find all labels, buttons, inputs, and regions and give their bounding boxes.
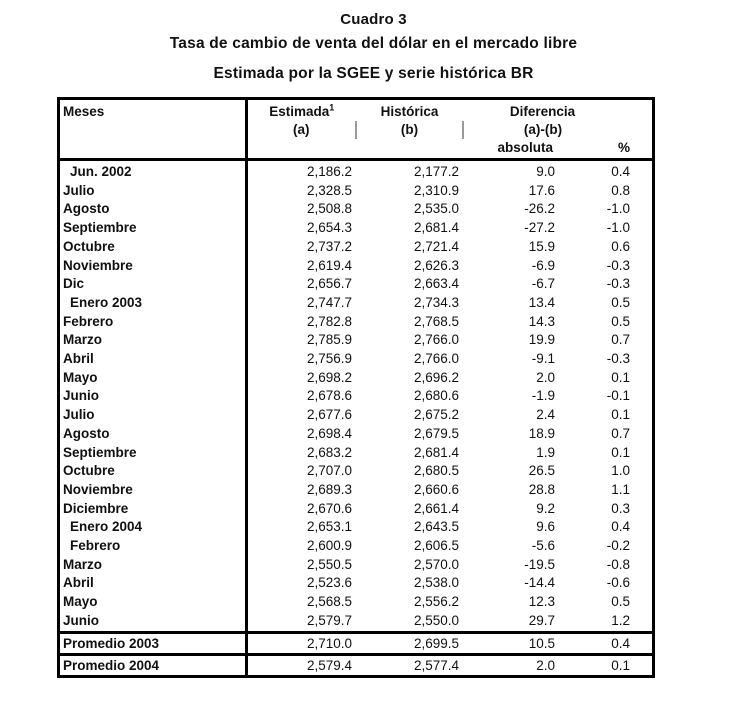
absoluta-cell: -5.6 (531, 538, 555, 554)
absoluta-cell: -19.5 (524, 556, 555, 572)
historica-cell: 2,768.5 (413, 313, 459, 329)
month-cell: Septiembre (60, 219, 246, 238)
month-cell: Dic (60, 275, 246, 294)
absoluta-cell: 14.3 (528, 313, 555, 329)
estimada-cell: 2,186.2 (306, 164, 352, 179)
absoluta-cell: 9.2 (536, 500, 555, 516)
historica-cell: 2,661.4 (413, 500, 459, 516)
estimada-cell: 2,677.6 (306, 407, 352, 423)
table-row (60, 444, 652, 463)
absoluta-cell: 19.9 (528, 332, 555, 348)
absoluta-cell: 13.4 (528, 294, 555, 310)
table-row (60, 275, 652, 294)
percent-cell: 0.7 (611, 425, 630, 441)
header-estimada-label: Estimada (269, 104, 330, 119)
header-diferencia: Diferencia (509, 104, 576, 119)
header-b: (b) (356, 121, 463, 139)
estimada-cell: 2,698.4 (306, 425, 352, 441)
historica-cell: 2,577.4 (356, 654, 463, 675)
percent-cell: 0.1 (611, 407, 630, 423)
data-table (60, 100, 652, 675)
estimada-cell: 2,707.0 (306, 463, 352, 479)
percent-cell: 1.0 (611, 463, 630, 479)
table-row (60, 369, 652, 388)
month-cell: Septiembre (60, 444, 246, 463)
absoluta-cell: 2.0 (536, 369, 555, 385)
historica-cell: 2,606.5 (413, 538, 459, 554)
absoluta-cell: 15.9 (528, 238, 555, 254)
month-cell: Noviembre (60, 257, 246, 276)
table-row (60, 387, 652, 406)
absoluta-cell: 1.9 (536, 444, 555, 460)
historica-cell: 2,766.0 (413, 332, 459, 348)
absoluta-cell: -14.4 (524, 575, 555, 591)
percent-cell: 0.5 (611, 594, 630, 610)
month-cell: Jun. 2002 (60, 160, 246, 182)
historica-cell: 2,626.3 (413, 257, 459, 273)
percent-cell: 0.6 (611, 238, 630, 254)
header-estimada (246, 100, 356, 121)
estimada-cell: 2,756.9 (306, 351, 352, 367)
percent-cell: 1.1 (611, 481, 630, 497)
historica-cell: 2,680.6 (413, 388, 459, 404)
table-row (60, 632, 652, 654)
table-title-block (0, 11, 747, 83)
header-spacer-b (356, 139, 463, 160)
absoluta-cell: 17.6 (528, 182, 555, 198)
absoluta-cell: -6.9 (531, 257, 555, 273)
table-row (60, 612, 652, 632)
estimada-cell: 2,698.2 (306, 369, 352, 385)
table-row (60, 313, 652, 332)
percent-cell: 0.4 (611, 164, 630, 179)
table-row (60, 537, 652, 556)
percent-cell: 0.1 (611, 369, 630, 385)
historica-cell: 2,699.5 (356, 632, 463, 654)
historica-cell: 2,679.5 (413, 425, 459, 441)
absoluta-cell: 9.6 (536, 519, 555, 535)
table-number-title: Cuadro 3 (340, 11, 407, 28)
percent-cell: 0.8 (611, 182, 630, 198)
historica-cell: 2,550.0 (413, 612, 459, 628)
historica-cell: 2,177.2 (413, 164, 459, 179)
table-row (60, 500, 652, 519)
absoluta-cell: -27.2 (524, 220, 555, 236)
header-row-1 (60, 100, 652, 121)
estimada-cell: 2,328.5 (306, 182, 352, 198)
historica-cell: 2,766.0 (413, 351, 459, 367)
table-row (60, 556, 652, 575)
table-row (60, 425, 652, 444)
historica-cell: 2,734.3 (413, 294, 459, 310)
header-a: (a) (246, 121, 356, 139)
month-cell: Julio (60, 182, 246, 201)
percent-cell: 0.7 (611, 332, 630, 348)
historica-cell: 2,680.5 (413, 463, 459, 479)
historica-cell: 2,643.5 (413, 519, 459, 535)
absoluta-cell: 2.0 (463, 654, 559, 675)
table-header (60, 100, 652, 160)
month-cell: Febrero (60, 537, 246, 556)
percent-cell: 0.3 (611, 500, 630, 516)
percent-cell: 0.1 (559, 654, 652, 675)
estimada-cell: 2,523.6 (306, 575, 352, 591)
estimada-cell: 2,785.9 (306, 332, 352, 348)
month-cell: Agosto (60, 425, 246, 444)
absoluta-cell: -26.2 (524, 201, 555, 217)
historica-cell: 2,696.2 (413, 369, 459, 385)
historica-cell: 2,535.0 (413, 201, 459, 217)
estimada-cell: 2,710.0 (246, 632, 356, 654)
month-cell: Junio (60, 387, 246, 406)
month-cell: Noviembre (60, 481, 246, 500)
historica-cell: 2,681.4 (413, 220, 459, 236)
percent-cell: -0.8 (606, 556, 630, 572)
table-row (60, 160, 652, 182)
table-row (60, 462, 652, 481)
header-historica: Histórica (380, 104, 439, 119)
month-cell: Mayo (60, 369, 246, 388)
absoluta-cell: 12.3 (528, 594, 555, 610)
month-cell: Enero 2004 (60, 518, 246, 537)
table-body (60, 160, 652, 633)
percent-cell: -0.3 (606, 276, 630, 292)
estimada-cell: 2,737.2 (306, 238, 352, 254)
estimada-cell: 2,508.8 (306, 201, 352, 217)
header-percent: % (559, 139, 652, 160)
estimada-cell: 2,654.3 (306, 220, 352, 236)
month-cell: Febrero (60, 313, 246, 332)
historica-cell: 2,681.4 (413, 444, 459, 460)
table-row (60, 182, 652, 201)
month-cell: Agosto (60, 200, 246, 219)
month-cell: Octubre (60, 238, 246, 257)
historica-cell: 2,556.2 (413, 594, 459, 610)
month-cell: Octubre (60, 462, 246, 481)
percent-cell: 0.5 (611, 294, 630, 310)
absoluta-cell: 18.9 (528, 425, 555, 441)
table-main-title: Tasa de cambio de venta del dólar en el mercado libre (169, 35, 578, 52)
percent-cell: -0.1 (606, 388, 630, 404)
absoluta-cell: 29.7 (528, 612, 555, 628)
estimada-cell: 2,683.2 (306, 444, 352, 460)
month-cell: Abril (60, 350, 246, 369)
month-cell: Marzo (60, 331, 246, 350)
percent-cell: -1.0 (606, 201, 630, 217)
absoluta-cell: 9.0 (536, 164, 555, 179)
month-cell: Abril (60, 574, 246, 593)
month-cell: Promedio 2003 (60, 632, 246, 654)
percent-cell: -1.0 (606, 220, 630, 236)
historica-cell: 2,310.9 (413, 182, 459, 198)
estimada-cell: 2,550.5 (306, 556, 352, 572)
header-meses: Meses (60, 100, 246, 160)
estimada-cell: 2,782.8 (306, 313, 352, 329)
percent-cell: -0.2 (606, 538, 630, 554)
historica-cell: 2,538.0 (413, 575, 459, 591)
percent-cell: -0.6 (606, 575, 630, 591)
table-row (60, 518, 652, 537)
estimada-cell: 2,619.4 (306, 257, 352, 273)
header-a-minus-b: (a)-(b) (523, 122, 563, 137)
estimada-cell: 2,656.7 (306, 276, 352, 292)
table-subtitle: Estimada por la SGEE y serie histórica BR (213, 65, 534, 82)
table-row (60, 593, 652, 612)
table-row (60, 350, 652, 369)
estimada-cell: 2,579.4 (246, 654, 356, 675)
absoluta-cell: 10.5 (463, 632, 559, 654)
percent-cell: 0.4 (559, 632, 652, 654)
absoluta-cell: 2.4 (536, 407, 555, 423)
estimada-cell: 2,579.7 (306, 612, 352, 628)
month-cell: Marzo (60, 556, 246, 575)
month-cell: Junio (60, 612, 246, 632)
header-spacer-a (246, 139, 356, 160)
percent-cell: 0.1 (611, 444, 630, 460)
table-row (60, 406, 652, 425)
historica-cell: 2,660.6 (413, 481, 459, 497)
estimada-cell: 2,600.9 (306, 538, 352, 554)
month-cell: Promedio 2004 (60, 654, 246, 675)
footnote-marker: 1 (329, 102, 335, 113)
table-row (60, 294, 652, 313)
absoluta-cell: -6.7 (531, 276, 555, 292)
estimada-cell: 2,689.3 (306, 481, 352, 497)
estimada-cell: 2,568.5 (306, 594, 352, 610)
month-cell: Enero 2003 (60, 294, 246, 313)
table-row (60, 238, 652, 257)
absoluta-cell: -9.1 (531, 351, 555, 367)
header-absoluta: absoluta (463, 139, 559, 160)
table-row (60, 654, 652, 675)
exchange-rate-table (57, 97, 655, 678)
absoluta-cell: 26.5 (528, 463, 555, 479)
percent-cell: 0.4 (611, 519, 630, 535)
historica-cell: 2,570.0 (413, 556, 459, 572)
table-row (60, 257, 652, 276)
table-row (60, 331, 652, 350)
table-summary (60, 632, 652, 675)
estimada-cell: 2,670.6 (306, 500, 352, 516)
table-row (60, 200, 652, 219)
percent-cell: -0.3 (606, 351, 630, 367)
table-row (60, 219, 652, 238)
month-cell: Diciembre (60, 500, 246, 519)
table-row (60, 481, 652, 500)
absoluta-cell: 28.8 (528, 481, 555, 497)
percent-cell: 1.2 (611, 612, 630, 628)
month-cell: Mayo (60, 593, 246, 612)
absoluta-cell: -1.9 (531, 388, 555, 404)
estimada-cell: 2,653.1 (306, 519, 352, 535)
month-cell: Julio (60, 406, 246, 425)
historica-cell: 2,663.4 (413, 276, 459, 292)
percent-cell: 0.5 (611, 313, 630, 329)
historica-cell: 2,721.4 (413, 238, 459, 254)
estimada-cell: 2,747.7 (306, 294, 352, 310)
percent-cell: -0.3 (606, 257, 630, 273)
historica-cell: 2,675.2 (413, 407, 459, 423)
table-row (60, 574, 652, 593)
estimada-cell: 2,678.6 (306, 388, 352, 404)
